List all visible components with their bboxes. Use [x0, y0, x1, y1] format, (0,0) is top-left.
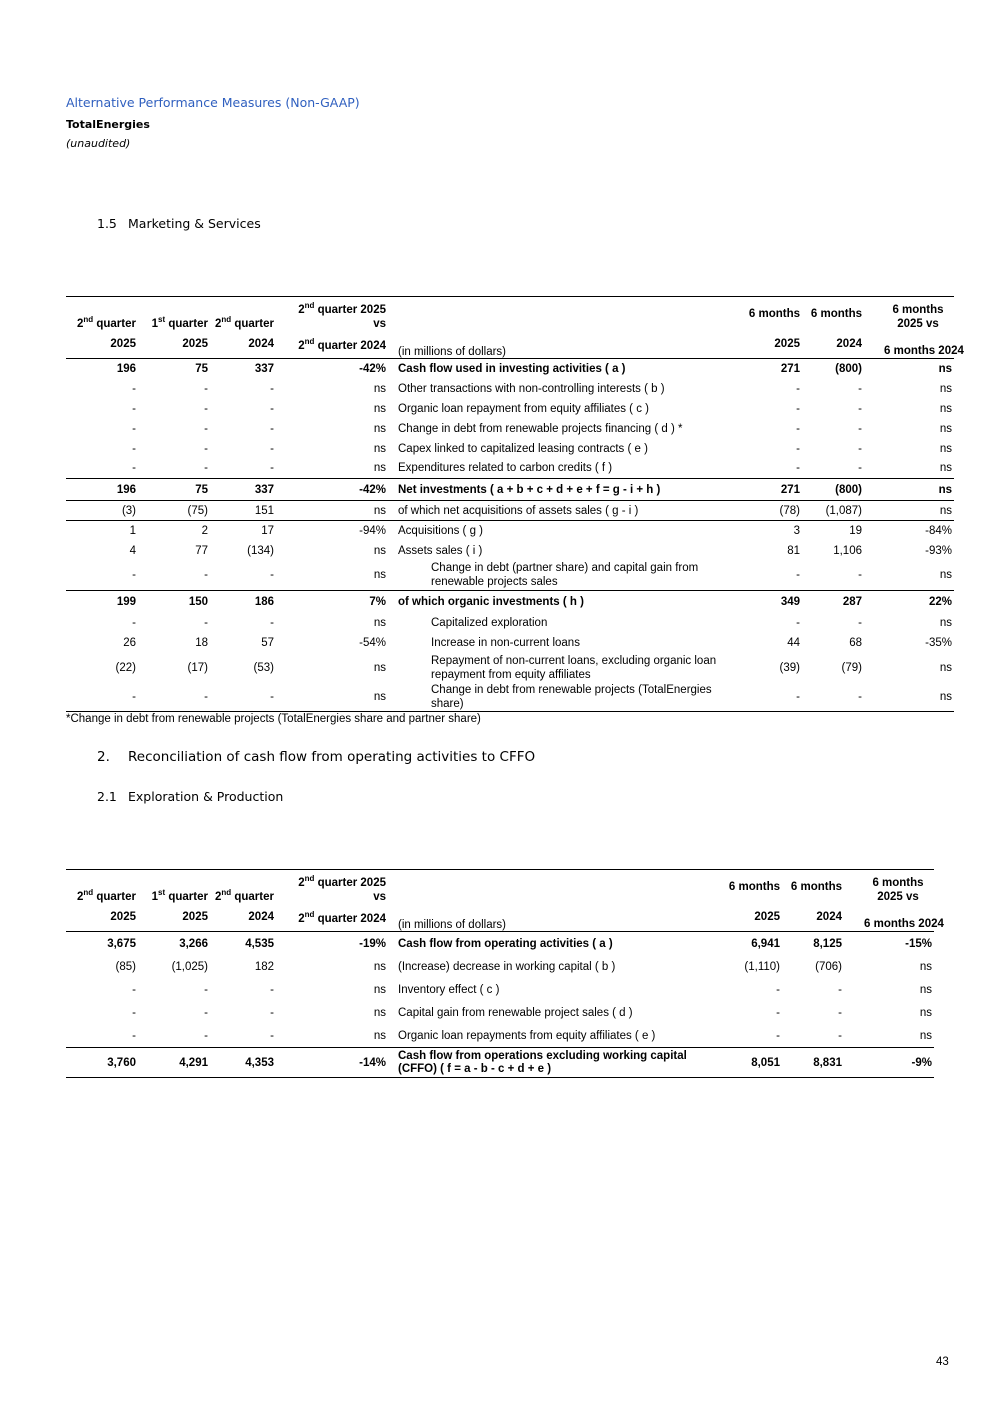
- col-year-h1-2025: 2025: [740, 331, 802, 359]
- cell-q2-24: -: [270, 984, 274, 996]
- row-label: Change in debt from renewable projects financing ( d ) *: [398, 422, 683, 435]
- cell-q2-24: 4,535: [245, 937, 274, 950]
- cell-q1-25: -: [204, 422, 208, 435]
- cell-q1-25: 2: [201, 524, 208, 537]
- cell-var-q: ns: [373, 382, 386, 395]
- cell-q1-25: 75: [195, 362, 208, 375]
- cell-q2-25: 1: [129, 524, 136, 537]
- col-header-q2-2024: 2nd quarter: [210, 297, 276, 331]
- section-heading-2: [97, 749, 535, 765]
- cell-var-q: ns: [373, 402, 386, 415]
- cell-var-q: 7%: [369, 595, 386, 608]
- cell-var-h: -15%: [905, 937, 932, 950]
- col-header-h1-2025: 6 months: [720, 870, 782, 904]
- cell-q2-25: 199: [116, 595, 136, 608]
- cell-q2-25: -: [132, 422, 136, 435]
- col-year-var-half: 6 months 2024: [844, 904, 934, 932]
- cell-h1-25: 81: [787, 544, 800, 557]
- cell-q1-25: (1,025): [171, 961, 208, 973]
- col-header-h1-2024: 6 months: [782, 870, 844, 904]
- cell-h1-25: 271: [780, 362, 800, 375]
- section-title: Reconciliation of cash flow from operating activities to CFFO: [128, 749, 536, 765]
- cell-h1-24: 8,831: [782, 1048, 844, 1078]
- section-number: 2.1: [97, 789, 117, 804]
- section-number: 1.5: [97, 216, 117, 231]
- row-label: of which net acquisitions of assets sales ( g - i ): [388, 501, 740, 521]
- cell-q2-25: 26: [123, 636, 136, 649]
- cell-q1-25: -: [138, 683, 210, 712]
- row-label: Change in debt from renewable projects (TotalEnergies share): [388, 683, 740, 712]
- cell-var-h: ns: [864, 683, 954, 712]
- table-row: [66, 521, 954, 541]
- cell-var-q: -19%: [359, 937, 386, 950]
- table-row: [66, 541, 954, 561]
- cell-h1-25: -: [796, 442, 800, 455]
- cell-h1-25: 271: [740, 479, 802, 501]
- cell-var-h: ns: [844, 1025, 934, 1048]
- table-row: [66, 379, 954, 399]
- cell-var-q: -42%: [359, 362, 386, 375]
- row-label: Increase in non-current loans: [431, 636, 580, 649]
- cell-q2-25: 196: [66, 479, 138, 501]
- cell-h1-24: (706): [815, 961, 842, 973]
- section-title: Exploration & Production: [128, 789, 284, 804]
- cell-var-h: ns: [864, 459, 954, 479]
- table-row: [66, 459, 954, 479]
- cell-q2-25: 4: [129, 544, 136, 557]
- table-row: [66, 1048, 934, 1078]
- cell-h1-25: -: [740, 683, 802, 712]
- col-year-q2-2025: 2025: [66, 331, 138, 359]
- table-row: [66, 653, 954, 683]
- cell-q2-25: -: [132, 1007, 136, 1019]
- cell-h1-25: 44: [787, 636, 800, 649]
- cell-q2-24: 337: [210, 479, 276, 501]
- cell-q2-25: 3,675: [107, 937, 136, 950]
- col-header-q2-2025: 2nd quarter: [66, 870, 138, 904]
- col-year-h1-2024: 2024: [782, 904, 844, 932]
- cell-var-q: ns: [373, 1007, 386, 1019]
- cell-h1-24: -: [802, 561, 864, 591]
- cell-q2-24: (53): [253, 661, 274, 674]
- cell-var-q: ns: [373, 661, 386, 674]
- cell-q1-25: -: [204, 382, 208, 395]
- cell-h1-25: (1,110): [744, 961, 780, 973]
- col-year-q1-2025: 2025: [138, 904, 210, 932]
- cell-q2-24: -: [270, 382, 274, 395]
- footnote: *Change in debt from renewable projects (TotalEnergies share and partner share): [66, 713, 481, 725]
- row-label: Expenditures related to carbon credits ( f ): [388, 459, 740, 479]
- cell-q2-25: -: [66, 683, 138, 712]
- col-header-var-half: 6 months 2025 vs: [844, 870, 934, 904]
- cell-q2-25: -: [132, 984, 136, 996]
- cell-var-h: -35%: [925, 636, 952, 649]
- cell-q2-24: -: [270, 1007, 274, 1019]
- section-heading-2-1: [97, 789, 283, 804]
- table-body: [66, 359, 954, 712]
- cell-h1-24: 19: [849, 524, 862, 537]
- cell-q1-25: 77: [195, 544, 208, 557]
- cell-var-h: -9%: [844, 1048, 934, 1078]
- cell-h1-25: -: [796, 382, 800, 395]
- cell-h1-24: -: [858, 382, 862, 395]
- unaudited-note: (unaudited): [66, 137, 131, 150]
- row-label: (Increase) decrease in working capital ( b ): [398, 961, 616, 973]
- col-year-q2-2025: 2025: [66, 904, 138, 932]
- cell-var-q: ns: [276, 501, 388, 521]
- units-label: (in millions of dollars): [388, 904, 720, 932]
- cell-var-q: ns: [373, 616, 386, 629]
- cell-var-h: ns: [939, 442, 952, 455]
- page-number: 43: [936, 1356, 949, 1368]
- cell-q1-25: -: [204, 1007, 208, 1019]
- cell-h1-24: 287: [842, 595, 862, 608]
- section-title: Marketing & Services: [128, 216, 261, 231]
- cell-q2-24: -: [210, 683, 276, 712]
- cell-h1-24: -: [802, 683, 864, 712]
- cell-q2-24: 182: [254, 961, 274, 973]
- cell-var-h: ns: [919, 984, 932, 996]
- cell-q2-25: 196: [116, 362, 136, 375]
- cell-q2-24: -: [210, 561, 276, 591]
- cell-h1-25: -: [740, 561, 802, 591]
- cell-h1-25: -: [720, 1025, 782, 1048]
- col-year-var-quarter: 2nd quarter 2024: [276, 331, 388, 359]
- cell-var-h: ns: [919, 1007, 932, 1019]
- report-title: Alternative Performance Measures (Non-GAAP): [66, 95, 360, 110]
- cell-var-q: ns: [276, 561, 388, 591]
- cell-q1-25: -: [204, 616, 208, 629]
- cell-h1-24: -: [858, 422, 862, 435]
- cell-var-q: ns: [373, 442, 386, 455]
- cell-h1-24: 8,125: [813, 937, 842, 950]
- cell-var-q: ns: [276, 1025, 388, 1048]
- units-label: (in millions of dollars): [388, 331, 740, 359]
- cell-h1-24: 68: [849, 636, 862, 649]
- cell-h1-24: -: [782, 1025, 844, 1048]
- cell-q2-24: 4,353: [210, 1048, 276, 1078]
- cell-var-h: ns: [939, 422, 952, 435]
- cell-var-h: ns: [864, 479, 954, 501]
- row-label: Assets sales ( i ): [398, 544, 483, 557]
- table-body: [66, 932, 934, 1078]
- table-row: [66, 479, 954, 501]
- cell-q2-24: (134): [247, 544, 274, 557]
- row-label: Capital gain from renewable project sales ( d ): [398, 1007, 633, 1019]
- cell-var-h: ns: [864, 501, 954, 521]
- cell-h1-24: (79): [841, 661, 862, 674]
- cell-q2-25: -: [66, 1025, 138, 1048]
- row-label: Capex linked to capitalized leasing contracts ( e ): [398, 442, 648, 455]
- row-label: Cash flow from operations excluding working capital (CFFO) ( f = a - b - c + d + e ): [388, 1048, 720, 1078]
- cell-h1-25: -: [776, 984, 780, 996]
- cell-q1-25: (75): [138, 501, 210, 521]
- cell-q1-25: 150: [188, 595, 208, 608]
- cell-var-h: ns: [939, 616, 952, 629]
- cell-q2-24: 337: [254, 362, 274, 375]
- table-row: [66, 683, 954, 712]
- row-label: Cash flow used in investing activities ( a ): [398, 362, 626, 375]
- cell-q2-24: -: [270, 402, 274, 415]
- table-row: [66, 561, 954, 591]
- cell-q2-25: -: [132, 402, 136, 415]
- table-row: [66, 613, 954, 633]
- cell-q1-25: 4,291: [138, 1048, 210, 1078]
- cell-var-h: ns: [939, 402, 952, 415]
- table-row: [66, 501, 954, 521]
- cell-h1-25: 6,941: [751, 937, 780, 950]
- cell-var-q: -94%: [359, 524, 386, 537]
- cell-q1-25: 75: [138, 479, 210, 501]
- row-label: Other transactions with non-controlling interests ( b ): [398, 382, 665, 395]
- col-header-var-half: 6 months 2025 vs: [864, 297, 954, 331]
- col-header-h1-2025: 6 months: [740, 297, 802, 331]
- col-year-q2-2024: 2024: [210, 904, 276, 932]
- cell-q2-24: -: [210, 459, 276, 479]
- cell-h1-24: -: [838, 1007, 842, 1019]
- cell-var-h: ns: [939, 382, 952, 395]
- cell-var-q: -54%: [359, 636, 386, 649]
- col-header-q2-2024: 2nd quarter: [210, 870, 276, 904]
- col-year-h1-2025: 2025: [720, 904, 782, 932]
- cell-var-h: -84%: [925, 524, 952, 537]
- col-year-var-half: 6 months 2024: [864, 331, 954, 359]
- cell-h1-25: (78): [740, 501, 802, 521]
- section-number: 2.: [97, 749, 110, 765]
- cell-var-q: -42%: [276, 479, 388, 501]
- row-label: Repayment of non-current loans, excluding organic loan repayment from equity affiliates: [431, 654, 717, 681]
- cell-q2-24: 186: [254, 595, 274, 608]
- table-row: [66, 633, 954, 653]
- cell-h1-24: -: [858, 616, 862, 629]
- cell-q2-25: (22): [115, 661, 136, 674]
- row-label: Organic loan repayments from equity affiliates ( e ): [388, 1025, 720, 1048]
- table-row: [66, 359, 954, 379]
- table-row: [66, 439, 954, 459]
- cell-var-q: ns: [373, 961, 386, 973]
- col-year-h1-2024: 2024: [802, 331, 864, 359]
- col-header-q2-2025: 2nd quarter: [66, 297, 138, 331]
- cell-q1-25: -: [138, 561, 210, 591]
- cell-h1-25: -: [796, 422, 800, 435]
- table-row: [66, 956, 934, 979]
- cell-q2-25: (3): [66, 501, 138, 521]
- cell-h1-24: -: [838, 984, 842, 996]
- cell-q2-24: 151: [210, 501, 276, 521]
- cell-q2-24: -: [270, 616, 274, 629]
- cell-h1-25: 8,051: [720, 1048, 782, 1078]
- row-label: Organic loan repayment from equity affiliates ( c ): [398, 402, 649, 415]
- cell-var-h: ns: [919, 961, 932, 973]
- table-row: [66, 979, 934, 1002]
- table-row: [66, 399, 954, 419]
- table-row: [66, 932, 934, 956]
- cell-q1-25: 3,266: [179, 937, 208, 950]
- cell-q2-24: -: [270, 422, 274, 435]
- cell-q2-25: (85): [115, 961, 136, 973]
- row-label: Cash flow from operating activities ( a ): [398, 937, 613, 950]
- cell-var-q: ns: [373, 422, 386, 435]
- cell-h1-25: -: [776, 1007, 780, 1019]
- section-heading-1-5: [97, 216, 261, 231]
- cell-var-q: ns: [373, 984, 386, 996]
- cell-h1-24: -: [802, 459, 864, 479]
- marketing-services-table: [66, 296, 964, 712]
- cell-var-q: ns: [373, 544, 386, 557]
- cell-h1-25: (39): [779, 661, 800, 674]
- cell-q2-24: 57: [261, 636, 274, 649]
- row-label: Inventory effect ( c ): [398, 984, 500, 996]
- row-label: of which organic investments ( h ): [398, 595, 584, 608]
- cell-q2-25: 3,760: [66, 1048, 138, 1078]
- cell-q1-25: -: [138, 1025, 210, 1048]
- cell-q2-24: -: [270, 442, 274, 455]
- exploration-production-cffo-table: [66, 869, 944, 1078]
- row-label: Capitalized exploration: [431, 616, 548, 629]
- col-year-var-quarter: 2nd quarter 2024: [276, 904, 388, 932]
- cell-q2-25: -: [66, 459, 138, 479]
- cell-var-q: ns: [276, 683, 388, 712]
- table-row: [66, 1025, 934, 1048]
- cell-var-q: ns: [276, 459, 388, 479]
- cell-var-h: ns: [864, 561, 954, 591]
- cell-var-q: -14%: [276, 1048, 388, 1078]
- cell-h1-25: -: [796, 616, 800, 629]
- cell-q1-25: -: [138, 459, 210, 479]
- table-row: [66, 419, 954, 439]
- cell-h1-24: (800): [835, 362, 862, 375]
- cell-h1-24: (800): [802, 479, 864, 501]
- cell-h1-25: 3: [793, 524, 800, 537]
- cell-q1-25: -: [204, 402, 208, 415]
- col-header-var-quarter: 2nd quarter 2025 vs: [276, 297, 388, 331]
- row-label: Change in debt (partner share) and capital gain from renewable projects sales: [388, 561, 740, 591]
- cell-q1-25: -: [204, 984, 208, 996]
- cell-var-h: -93%: [925, 544, 952, 557]
- table-row: [66, 1002, 934, 1025]
- col-header-q1-2025: 1st quarter: [138, 870, 210, 904]
- company-name: TotalEnergies: [66, 118, 150, 131]
- cell-q2-25: -: [132, 616, 136, 629]
- cell-h1-25: -: [740, 459, 802, 479]
- col-header-var-quarter: 2nd quarter 2025 vs: [276, 870, 388, 904]
- col-year-q1-2025: 2025: [138, 331, 210, 359]
- cell-q2-25: -: [132, 442, 136, 455]
- col-header-h1-2024: 6 months: [802, 297, 864, 331]
- row-label: Acquisitions ( g ): [398, 524, 484, 537]
- cell-q1-25: -: [204, 442, 208, 455]
- col-header-q1-2025: 1st quarter: [138, 297, 210, 331]
- cell-var-h: ns: [939, 661, 952, 674]
- cell-h1-24: -: [858, 442, 862, 455]
- cell-h1-24: 1,106: [833, 544, 862, 557]
- cell-q1-25: (17): [187, 661, 208, 674]
- cell-q2-25: -: [132, 382, 136, 395]
- cell-h1-24: -: [858, 402, 862, 415]
- cell-q2-24: -: [210, 1025, 276, 1048]
- cell-q2-24: 17: [261, 524, 274, 537]
- cell-h1-25: -: [796, 402, 800, 415]
- row-label: Net investments ( a + b + c + d + e + f = g - i + h ): [388, 479, 740, 501]
- cell-h1-25: 349: [780, 595, 800, 608]
- table-row: [66, 591, 954, 613]
- cell-var-h: ns: [938, 362, 952, 375]
- cell-var-h: 22%: [928, 595, 952, 608]
- cell-h1-24: (1,087): [802, 501, 864, 521]
- cell-q2-25: -: [66, 561, 138, 591]
- col-year-q2-2024: 2024: [210, 331, 276, 359]
- cell-q1-25: 18: [195, 636, 208, 649]
